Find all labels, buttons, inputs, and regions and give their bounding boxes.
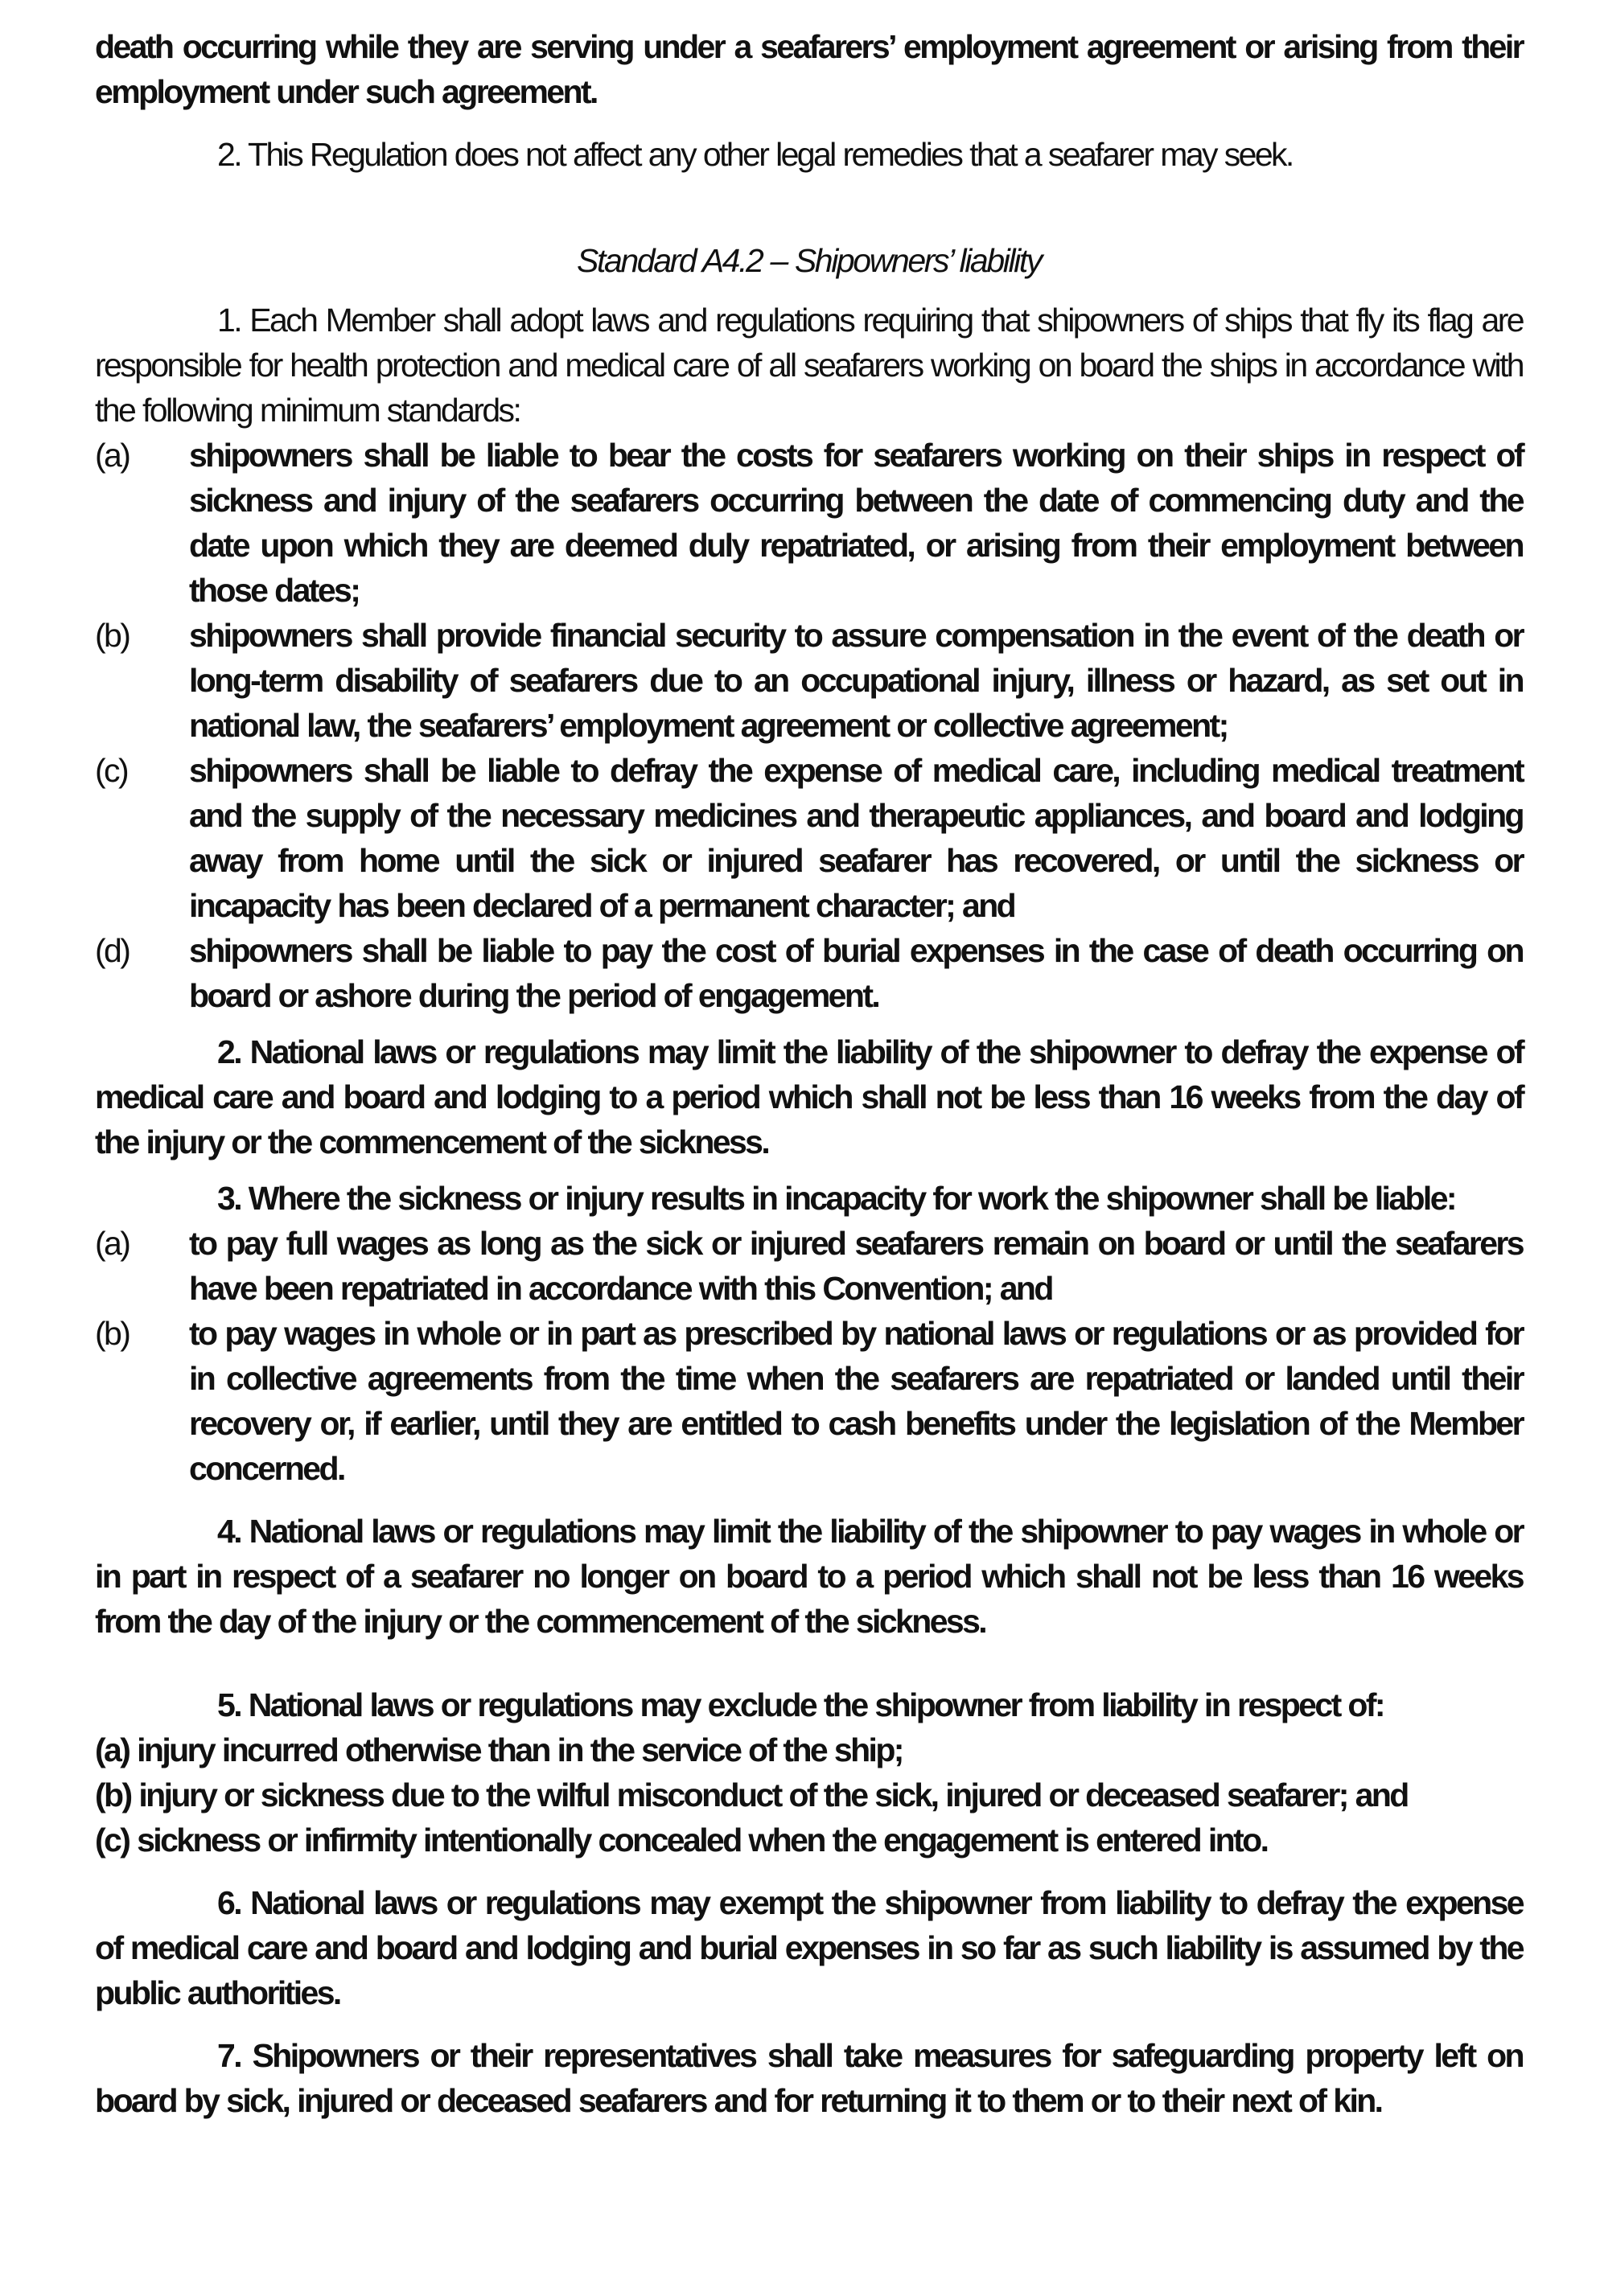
- paragraph-6: 6. National laws or regulations may exempt the shipowner from liability to defray the expense of medical care and board and lodging and burial expenses in so far as such liability is assumed by the public authorities.: [95, 1884, 1523, 2011]
- document-page: [95, 24, 1523, 2123]
- item-label: (a): [95, 1225, 130, 1262]
- item-label: (d): [95, 932, 130, 969]
- item-label: (b): [95, 617, 130, 654]
- paragraph-5-item-a: (a) injury incurred otherwise than in the service of the ship;: [95, 1731, 903, 1768]
- paragraph-1-intro: 1. Each Member shall adopt laws and regulations requiring that shipowners of ships that fly its flag are responsible for health protection and medical care of all seafarers working on board the ships in accordance with the following minimum standards:: [95, 302, 1523, 429]
- item-text: shipowners shall provide financial security to assure compensation in the event of the death or long-term disability of seafarers due to an occupational injury, illness or hazard, as set out in national law, the seafarers’ employment agreement or collective agreement;: [189, 617, 1523, 744]
- paragraph-1-item-a: [95, 433, 1523, 613]
- paragraph-3-item-a: [95, 1221, 1523, 1311]
- item-label: (c): [95, 752, 128, 789]
- regulation-paragraph-2: 2. This Regulation does not affect any other legal remedies that a seafarer may seek.: [217, 136, 1293, 173]
- paragraph-5-item-c: (c) sickness or infirmity intentionally concealed when the engagement is entered into.: [95, 1822, 1268, 1859]
- paragraph-3-item-b: [95, 1311, 1523, 1491]
- item-text: shipowners shall be liable to bear the costs for seafarers working on their ships in respect of sickness and injury of the seafarers occurring between the date of commencing duty and the date upon which they are deemed duly repatriated, or arising from their employment between those dates;: [189, 437, 1523, 609]
- item-text: shipowners shall be liable to pay the cost of burial expenses in the case of death occurring on board or ashore during the period of engagement.: [189, 932, 1523, 1014]
- item-text: to pay wages in whole or in part as prescribed by national laws or regulations or as provided for in collective agreements from the time when the seafarers are repatriated or landed until their recovery or, if earlier, until they are entitled to cash benefits under the legislation of the Member concerned.: [189, 1315, 1523, 1487]
- item-text: to pay full wages as long as the sick or injured seafarers remain on board or until the seafarers have been repatriated in accordance with this Convention; and: [189, 1225, 1523, 1307]
- continuation-paragraph: death occurring while they are serving under a seafarers’ employment agreement or arising from their employment under such agreement.: [95, 28, 1523, 110]
- paragraph-1-item-b: [95, 613, 1523, 748]
- paragraph-5-item-b: (b) injury or sickness due to the wilful misconduct of the sick, injured or deceased seafarer; and: [95, 1776, 1408, 1813]
- paragraph-1-item-d: [95, 928, 1523, 1018]
- paragraph-1-item-c: [95, 748, 1523, 928]
- paragraph-5-intro: 5. National laws or regulations may exclude the shipowner from liability in respect of:: [217, 1686, 1384, 1723]
- paragraph-7: 7. Shipowners or their representatives shall take measures for safeguarding property left on board by sick, injured or deceased seafarers and for returning it to them or to their next of kin.: [95, 2037, 1523, 2119]
- paragraph-3-intro: 3. Where the sickness or injury results in incapacity for work the shipowner shall be liable:: [217, 1180, 1455, 1217]
- standard-heading: Standard A4.2 – Shipowners’ liability: [577, 242, 1041, 279]
- item-label: (b): [95, 1315, 130, 1352]
- paragraph-4: 4. National laws or regulations may limit the liability of the shipowner to pay wages in whole or in part in respect of a seafarer no longer on board to a period which shall not be less than 16 weeks from the day of the injury or the commencement of the sickness.: [95, 1513, 1523, 1640]
- paragraph-2: 2. National laws or regulations may limit the liability of the shipowner to defray the expense of medical care and board and lodging to a period which shall not be less than 16 weeks from the day of the injury or the commencement of the sickness.: [95, 1033, 1523, 1160]
- item-label: (a): [95, 437, 130, 474]
- item-text: shipowners shall be liable to defray the expense of medical care, including medical treatment and the supply of the necessary medicines and therapeutic appliances, and board and lodging away from home until the sick or injured seafarer has recovered, or until the sickness or incapacity has been declared of a permanent character; and: [189, 752, 1523, 924]
